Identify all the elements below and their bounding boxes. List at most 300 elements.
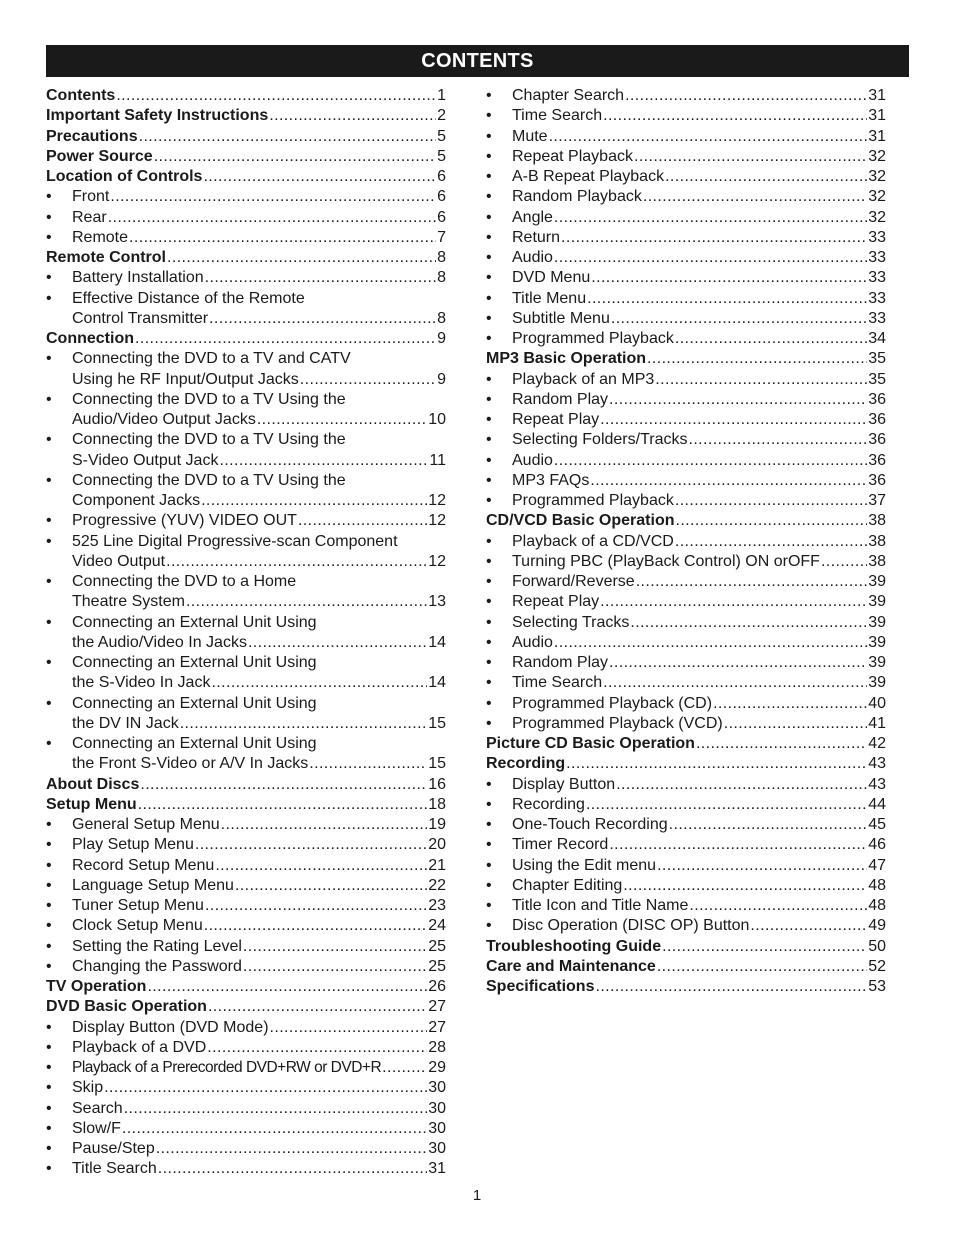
toc-entry[interactable] [46,633,446,653]
toc-entry-label: Progressive (YUV) VIDEO OUT [72,512,297,530]
toc-entry[interactable] [46,471,446,491]
bullet-icon: • [46,289,52,307]
dot-leader [135,329,436,349]
toc-entry-label: Title Icon and Title Name [512,897,689,914]
toc-entry-page: 49 [868,917,886,935]
toc-entry[interactable] [46,1139,446,1159]
toc-entry-label: Connecting the DVD to a TV Using the [72,390,346,408]
toc-entry-label: Location of Controls [46,168,203,185]
bullet-icon: • [486,87,492,104]
toc-entry-label: Precautions [46,127,138,145]
toc-entry[interactable] [486,309,886,329]
toc-entry[interactable] [46,1078,446,1098]
toc-section-entry[interactable] [46,329,446,349]
toc-entry[interactable] [46,835,446,855]
dot-leader [257,410,427,430]
toc-entry-page: 14 [428,674,446,692]
toc-entry[interactable] [46,613,446,633]
toc-entry[interactable] [46,815,446,835]
dot-leader [662,937,867,957]
dot-leader [219,451,428,471]
toc-entry[interactable] [46,390,446,410]
toc-entry[interactable] [46,714,446,734]
dot-leader [600,592,867,612]
dot-leader [643,187,867,207]
toc-entry[interactable] [46,451,446,471]
toc-entry[interactable] [486,491,886,511]
toc-entry-label: Effective Distance of the Remote [72,289,305,307]
toc-entry-page: 5 [437,127,446,145]
toc-entry[interactable] [486,451,886,471]
toc-entry-label: Language Setup Menu [72,876,234,894]
bullet-icon: • [486,431,492,449]
toc-entry[interactable] [46,754,446,774]
dot-leader [298,511,427,531]
toc-entry-label: CD/VCD Basic Operation [486,512,675,530]
dot-leader [630,613,867,633]
toc-entry-label: the Audio/Video In Jacks [72,633,247,651]
toc-entry-page: 32 [868,208,886,226]
toc-entry[interactable] [486,268,886,288]
bullet-icon: • [46,228,52,246]
toc-entry[interactable] [46,309,446,329]
dot-leader [609,835,867,855]
bullet-icon: • [486,188,492,206]
toc-entry[interactable] [46,1119,446,1139]
bullet-icon: • [486,552,492,570]
dot-leader [554,633,867,653]
toc-entry-label: Control Transmitter [72,309,209,327]
toc-entry-page: 31 [428,1160,446,1178]
toc-section-entry[interactable] [486,977,886,997]
dot-leader [211,673,427,693]
toc-entry[interactable] [46,552,446,572]
dot-leader [675,511,867,531]
toc-entry[interactable] [486,856,886,876]
toc-section-entry[interactable] [486,734,886,754]
toc-entry[interactable] [46,349,446,369]
toc-entry-page: 39 [868,654,886,671]
toc-entry-page: 43 [868,775,886,793]
toc-entry-label: Connecting the DVD to a TV and CATV [72,350,351,368]
toc-section-entry[interactable] [46,997,446,1017]
toc-entry-label: Changing the Password [72,957,242,975]
toc-entry-label: Playback of a DVD [72,1038,207,1056]
bullet-icon: • [486,147,492,165]
toc-entry-label: Connection [46,330,134,347]
toc-entry-label: Using the Edit menu [512,856,657,874]
bullet-icon: • [46,269,52,287]
dot-leader [603,673,867,693]
dot-leader [609,653,867,673]
dot-leader [647,349,867,369]
toc-entry-label: the Front S-Video or A/V In Jacks [72,755,309,773]
toc-entry-label: Audio [512,633,553,651]
toc-entry-page: 20 [428,836,446,854]
toc-entry-page: 21 [428,856,446,874]
toc-section-entry[interactable] [46,248,446,268]
dot-leader [156,1139,427,1159]
dot-leader [309,754,427,774]
toc-entry-label: Component Jacks [72,492,201,509]
dot-leader [696,734,867,754]
toc-entry-label: Recording [486,755,566,773]
toc-entry-label: Using he RF Input/Output Jacks [72,370,299,388]
contents-title [46,45,909,77]
toc-entry-label: TV Operation [46,978,147,995]
toc-entry-label: DVD Menu [512,269,591,287]
dot-leader [205,268,436,288]
toc-entry-page: 38 [868,552,886,570]
toc-entry[interactable] [46,208,446,228]
toc-entry[interactable] [46,532,446,552]
toc-entry[interactable] [486,876,886,896]
toc-entry[interactable] [486,896,886,916]
toc-entry-label: One-Touch Recording [512,816,668,833]
toc-entry-page: 33 [868,309,886,327]
toc-entry-page: 35 [868,370,886,388]
toc-entry[interactable] [486,329,886,349]
toc-section-entry[interactable] [46,167,446,187]
toc-entry[interactable] [46,734,446,754]
toc-entry-page: 25 [428,937,446,955]
toc-entry[interactable] [486,815,886,835]
toc-entry-label: General Setup Menu [72,816,220,833]
toc-section-entry[interactable] [46,106,446,126]
toc-entry-page: 47 [868,856,886,874]
toc-entry-page: 9 [437,330,446,347]
dot-leader [269,106,436,126]
dot-leader [636,572,868,592]
toc-entry[interactable] [46,410,446,430]
toc-entry-label: Specifications [486,978,595,995]
toc-entry[interactable] [486,187,886,207]
bullet-icon: • [46,471,52,489]
toc-entry-label: Setting the Rating Level [72,937,242,955]
dot-leader [108,208,436,228]
toc-entry[interactable] [46,370,446,390]
toc-entry-page: 7 [437,228,446,246]
toc-entry-page: 13 [428,593,446,611]
toc-entry[interactable] [46,916,446,936]
bullet-icon: • [46,1099,52,1117]
toc-entry-label: Picture CD Basic Operation [486,735,695,752]
toc-entry[interactable] [486,430,886,450]
toc-entry-label: 525 Line Digital Progressive-scan Component [72,532,398,550]
toc-section-entry[interactable] [46,127,446,147]
toc-entry[interactable] [486,653,886,673]
toc-entry-label: Random Play [512,654,609,671]
toc-entry-label: Front [72,188,110,206]
toc-entry[interactable] [46,1018,446,1038]
toc-entry[interactable] [486,775,886,795]
dot-leader [586,795,867,815]
dot-leader [208,997,427,1017]
toc-left-column [46,86,446,1180]
bullet-icon: • [486,573,492,590]
toc-entry-page: 29 [428,1059,446,1076]
toc-entry[interactable] [486,147,886,167]
toc-entry-label: Programmed Playback (CD) [512,694,713,712]
toc-entry[interactable] [46,289,446,309]
toc-entry[interactable] [486,167,886,187]
bullet-icon: • [486,492,492,509]
toc-entry-label: Angle [512,208,553,226]
toc-entry[interactable] [46,653,446,673]
toc-entry[interactable] [486,572,886,592]
toc-entry-page: 35 [868,350,886,368]
toc-entry[interactable] [46,896,446,916]
dot-leader [554,451,867,471]
toc-entry[interactable] [46,694,446,714]
toc-entry[interactable] [46,187,446,207]
toc-entry-label: Random Playback [512,188,642,206]
toc-entry[interactable] [486,532,886,552]
dot-leader [616,775,867,795]
dot-leader [634,147,867,167]
toc-entry[interactable] [486,208,886,228]
toc-entry[interactable] [46,1099,446,1119]
toc-section-entry[interactable] [486,754,886,774]
toc-entry[interactable] [486,106,886,126]
toc-entry-label: Slow/F [72,1119,121,1137]
bullet-icon: • [486,694,492,712]
toc-entry-label: Playback of a Prerecorded DVD+RW or DVD+R [72,1059,382,1076]
bullet-icon: • [486,269,492,287]
toc-entry-page: 37 [868,492,886,509]
toc-section-entry[interactable] [486,937,886,957]
dot-leader [138,795,428,815]
toc-entry-label: Rear [72,208,107,226]
dot-leader [139,127,437,147]
dot-leader [116,86,436,106]
toc-entry-page: 34 [868,330,886,347]
toc-entry[interactable] [486,390,886,410]
toc-section-entry[interactable] [46,147,446,167]
bullet-icon: • [46,573,52,590]
toc-entry-page: 27 [428,1018,446,1036]
dot-leader [655,370,867,390]
bullet-icon: • [46,917,52,935]
toc-entry-label: MP3 FAQs [512,471,590,489]
toc-entry[interactable] [486,86,886,106]
toc-entry-label: Connecting an External Unit Using [72,613,317,631]
toc-entry-label: Connecting an External Unit Using [72,735,317,752]
toc-entry[interactable] [46,1058,446,1078]
toc-entry[interactable] [46,491,446,511]
toc-entry[interactable] [486,289,886,309]
dot-leader [595,977,867,997]
toc-entry-label: Programmed Playback (VCD) [512,714,723,732]
toc-entry-label: Time Search [512,107,603,125]
bullet-icon: • [486,168,492,185]
dot-leader [724,714,867,734]
bullet-icon: • [46,188,52,206]
toc-entry-page: 45 [868,816,886,833]
toc-right-column [486,86,886,997]
dot-leader [167,248,436,268]
dot-leader [204,916,427,936]
toc-entry-page: 39 [868,593,886,611]
dot-leader [623,876,867,896]
toc-entry-page: 19 [428,816,446,833]
toc-entry-label: Playback of an MP3 [512,370,655,388]
toc-entry-page: 33 [868,228,886,246]
toc-section-entry[interactable] [486,957,886,977]
bullet-icon: • [46,613,52,631]
toc-entry-page: 33 [868,269,886,287]
toc-entry-page: 6 [437,168,446,185]
toc-entry-page: 50 [868,937,886,955]
bullet-icon: • [486,876,492,894]
toc-section-entry[interactable] [46,775,446,795]
bullet-icon: • [486,836,492,854]
toc-section-entry[interactable] [46,795,446,815]
dot-leader [590,471,867,491]
bullet-icon: • [486,208,492,226]
bullet-icon: • [486,532,492,550]
toc-entry-page: 12 [428,492,446,509]
dot-leader [205,896,427,916]
toc-section-entry[interactable] [486,511,886,531]
toc-entry-page: 33 [868,289,886,307]
toc-entry-label: Power Source [46,147,153,165]
bullet-icon: • [486,897,492,914]
toc-entry-label: Connecting the DVD to a TV Using the [72,431,346,449]
toc-entry-label: Chapter Search [512,87,625,104]
toc-entry[interactable] [46,572,446,592]
toc-entry[interactable] [46,228,446,248]
toc-entry[interactable] [486,127,886,147]
toc-entry[interactable] [46,937,446,957]
bullet-icon: • [46,512,52,530]
bullet-icon: • [486,471,492,489]
bullet-icon: • [486,816,492,833]
toc-entry[interactable] [486,916,886,936]
toc-entry-page: 6 [437,188,446,206]
toc-entry-page: 30 [428,1099,446,1117]
toc-entry[interactable] [46,856,446,876]
toc-entry-label: Video Output [72,552,166,570]
toc-entry[interactable] [46,1038,446,1058]
dot-leader [243,957,427,977]
dot-leader [554,208,867,228]
dot-leader [675,491,867,511]
toc-entry-page: 39 [868,573,886,590]
toc-entry[interactable] [46,673,446,693]
toc-entry-label: Playback of a CD/VCD [512,532,674,550]
toc-entry[interactable] [486,795,886,815]
dot-leader [209,309,436,329]
dot-leader [603,106,867,126]
toc-entry[interactable] [486,552,886,572]
bullet-icon: • [46,836,52,854]
bullet-icon: • [486,127,492,145]
bullet-icon: • [486,775,492,793]
toc-entry-label: Contents [46,87,116,104]
dot-leader [221,815,428,835]
dot-leader [147,977,427,997]
dot-leader [140,775,427,795]
toc-entry[interactable] [486,228,886,248]
toc-entry-page: 16 [428,775,446,793]
toc-entry[interactable] [46,268,446,288]
toc-entry-page: 30 [428,1079,446,1097]
toc-section-entry[interactable] [486,349,886,369]
dot-leader [600,410,867,430]
toc-entry-page: 26 [428,978,446,995]
toc-entry-page: 36 [868,471,886,489]
toc-entry[interactable] [486,410,886,430]
toc-entry-label: Connecting an External Unit Using [72,654,317,671]
toc-entry[interactable] [486,633,886,653]
bullet-icon: • [486,309,492,327]
toc-entry-label: Subtitle Menu [512,309,610,327]
toc-entry-page: 39 [868,613,886,631]
toc-entry[interactable] [486,714,886,734]
toc-entry[interactable] [46,957,446,977]
toc-entry[interactable] [46,1159,446,1179]
bullet-icon: • [46,431,52,449]
bullet-icon: • [486,674,492,692]
toc-entry[interactable] [46,592,446,612]
toc-entry[interactable] [46,511,446,531]
page-number: 1 [472,1187,482,1204]
toc-entry-page: 6 [437,208,446,226]
dot-leader [549,127,868,147]
toc-entry[interactable] [486,835,886,855]
toc-entry[interactable] [46,876,446,896]
toc-entry[interactable] [486,694,886,714]
bullet-icon: • [46,208,52,226]
toc-entry-page: 27 [428,998,446,1016]
toc-entry-page: 8 [437,309,446,327]
toc-entry-label: Search [72,1099,123,1117]
toc-entry-label: Repeat Playback [512,147,633,165]
bullet-icon: • [486,249,492,266]
bullet-icon: • [46,1018,52,1036]
toc-entry[interactable] [486,592,886,612]
toc-section-entry[interactable] [46,977,446,997]
toc-entry-page: 32 [868,147,886,165]
bullet-icon: • [46,532,52,550]
toc-entry-label: the S-Video In Jack [72,674,211,692]
toc-entry-label: About Discs [46,775,140,793]
toc-entry[interactable] [486,613,886,633]
toc-entry[interactable] [486,248,886,268]
toc-entry[interactable] [486,370,886,390]
bullet-icon: • [46,957,52,975]
toc-entry[interactable] [486,673,886,693]
bullet-icon: • [486,330,492,347]
toc-entry-label: Clock Setup Menu [72,917,203,935]
bullet-icon: • [46,1038,52,1056]
toc-entry[interactable] [46,430,446,450]
toc-section-entry[interactable] [46,86,446,106]
toc-entry-page: 30 [428,1140,446,1157]
toc-entry-page: 12 [428,512,446,530]
toc-entry-label: Random Play [512,390,609,408]
dot-leader [611,309,867,329]
toc-entry-label: Turning PBC (PlayBack Control) ON orOFF [512,552,820,570]
bullet-icon: • [46,390,52,408]
toc-entry-page: 2 [437,107,446,125]
dot-leader [110,187,436,207]
contents-title-text: CONTENTS [421,49,534,72]
toc-entry[interactable] [486,471,886,491]
dot-leader [201,491,427,511]
toc-entry-page: 39 [868,633,886,651]
